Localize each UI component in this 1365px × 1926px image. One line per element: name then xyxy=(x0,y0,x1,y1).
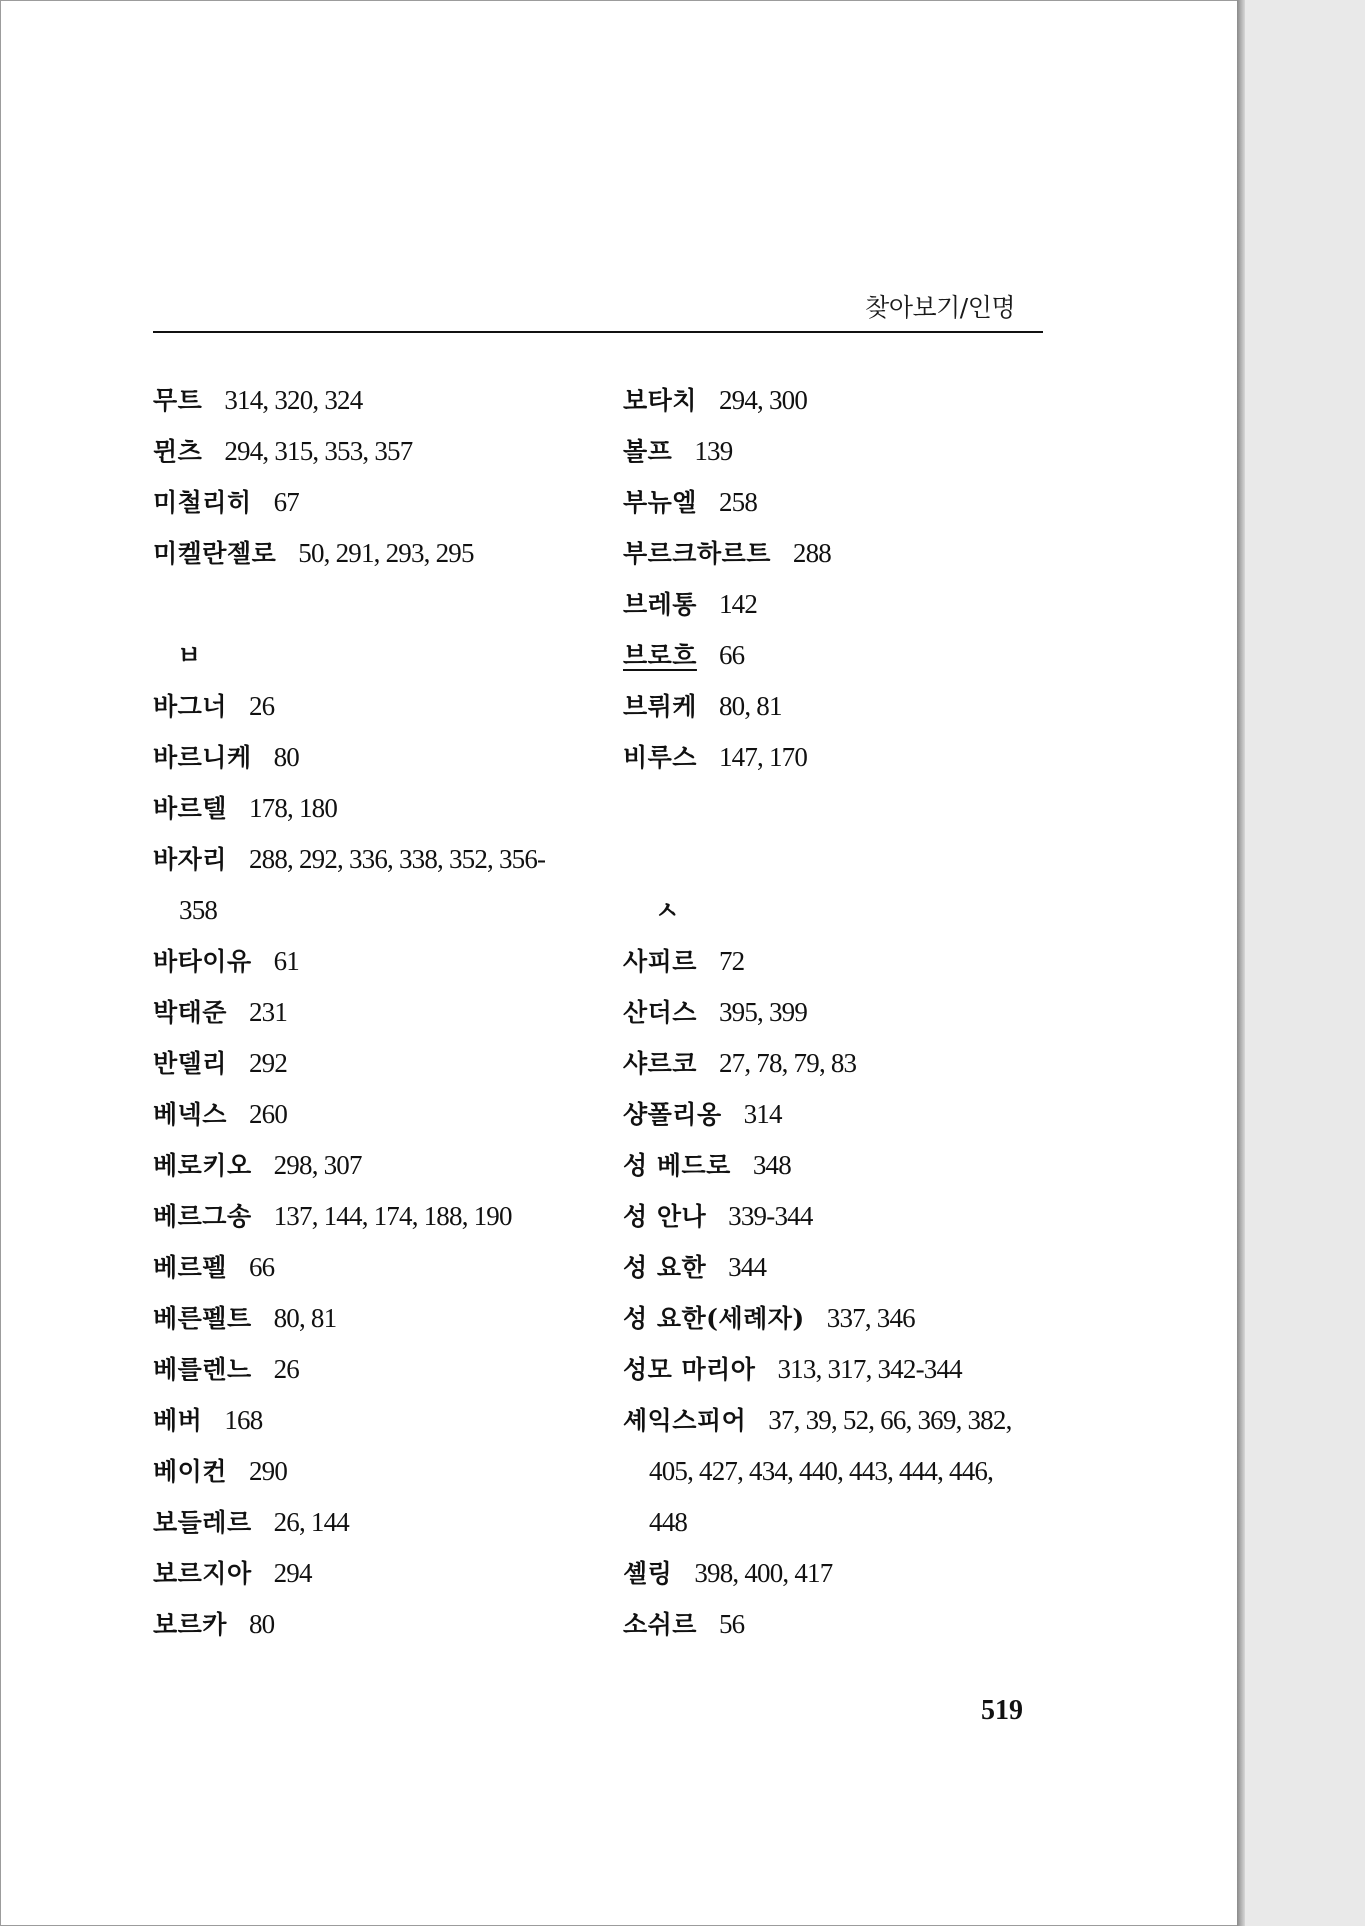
entry-pages: 178, 180 xyxy=(248,793,338,823)
index-entry xyxy=(623,1038,1053,1089)
entry-name: 성 안나 xyxy=(623,1202,707,1231)
index-entry xyxy=(623,528,1053,579)
entry-name: 성 요한 xyxy=(623,1253,707,1282)
entry-pages: 314 xyxy=(743,1099,782,1129)
entry-pages: 168 xyxy=(224,1405,263,1435)
entry-name: 미켈란젤로 xyxy=(153,539,277,568)
entry-name: 샤르코 xyxy=(623,1049,697,1078)
entry-name: 보타치 xyxy=(623,386,697,415)
entry-name: 브레통 xyxy=(623,590,697,619)
entry-pages: 405, 427, 434, 440, 443, 444, 446, xyxy=(649,1456,994,1486)
section-letter: ㅂ xyxy=(177,641,202,670)
index-entry xyxy=(153,375,593,426)
page-edge-shadow xyxy=(1237,0,1245,1926)
entry-name: 반델리 xyxy=(153,1049,227,1078)
entry-name: 샹폴리옹 xyxy=(623,1100,722,1129)
entry-name: 비루스 xyxy=(623,743,697,772)
entry-pages: 231 xyxy=(248,997,288,1027)
index-entry xyxy=(153,1038,593,1089)
index-entry xyxy=(623,426,1053,477)
entry-name: 부뉴엘 xyxy=(623,488,697,517)
entry-pages: 72 xyxy=(718,946,745,976)
entry-name: 바타이유 xyxy=(153,947,252,976)
entry-pages: 80 xyxy=(248,1609,275,1639)
index-column-right xyxy=(623,375,1053,1650)
entry-name: 베넥스 xyxy=(153,1100,227,1129)
entry-name: 베르펠 xyxy=(153,1253,227,1282)
entry-pages: 294 xyxy=(273,1558,312,1588)
index-entry xyxy=(623,1140,1053,1191)
entry-pages: 348 xyxy=(752,1150,791,1180)
index-entry xyxy=(153,1548,593,1599)
entry-pages: 292 xyxy=(248,1048,288,1078)
running-header: 찾아보기/인명 xyxy=(865,293,1015,322)
index-entry xyxy=(623,987,1053,1038)
entry-name: 부르크하르트 xyxy=(623,539,771,568)
index-entry xyxy=(153,477,593,528)
index-entry xyxy=(623,630,1053,681)
index-entry xyxy=(153,1446,593,1497)
index-entry xyxy=(623,1089,1053,1140)
entry-pages: 337, 346 xyxy=(826,1303,915,1333)
entry-pages: 80, 81 xyxy=(273,1303,337,1333)
entry-pages: 288 xyxy=(792,538,832,568)
index-entry xyxy=(153,1089,593,1140)
entry-pages: 358 xyxy=(179,895,218,925)
index-entry xyxy=(623,1191,1053,1242)
entry-pages: 56 xyxy=(718,1609,745,1639)
entry-pages: 339-344 xyxy=(728,1201,813,1231)
index-entry-continuation xyxy=(623,1497,1053,1548)
entry-pages: 294, 315, 353, 357 xyxy=(224,436,413,466)
entry-pages: 66 xyxy=(718,640,745,670)
index-entry xyxy=(623,579,1053,630)
index-entry xyxy=(623,936,1053,987)
entry-name: 무트 xyxy=(153,386,203,415)
entry-name: 성모 마리아 xyxy=(623,1355,756,1384)
index-entry xyxy=(153,1191,593,1242)
entry-pages: 80 xyxy=(273,742,300,772)
entry-name: 베버 xyxy=(153,1406,203,1435)
entry-pages: 61 xyxy=(273,946,300,976)
entry-name: 베른펠트 xyxy=(153,1304,252,1333)
index-entry xyxy=(153,1344,593,1395)
entry-name: 바르니케 xyxy=(153,743,252,772)
blank-line xyxy=(623,783,1053,834)
index-entry xyxy=(623,732,1053,783)
entry-pages: 395, 399 xyxy=(718,997,808,1027)
entry-pages: 290 xyxy=(248,1456,288,1486)
entry-name: 박태준 xyxy=(153,998,227,1027)
entry-pages: 37, 39, 52, 66, 369, 382, xyxy=(768,1405,1012,1435)
index-entry xyxy=(153,1599,593,1650)
index-entry xyxy=(623,1344,1053,1395)
index-entry xyxy=(623,1395,1053,1446)
entry-name: 성 베드로 xyxy=(623,1151,731,1180)
entry-name: 셸링 xyxy=(623,1559,673,1588)
index-entry xyxy=(623,477,1053,528)
entry-pages: 258 xyxy=(718,487,758,517)
index-entry xyxy=(153,528,593,579)
entry-name: 성 요한(세례자) xyxy=(623,1304,805,1333)
entry-pages: 80, 81 xyxy=(718,691,782,721)
entry-name: 볼프 xyxy=(623,437,673,466)
entry-pages: 26, 144 xyxy=(273,1507,350,1537)
index-entry xyxy=(153,936,593,987)
entry-pages: 50, 291, 293, 295 xyxy=(298,538,474,568)
entry-pages: 344 xyxy=(728,1252,767,1282)
entry-pages: 288, 292, 336, 338, 352, 356- xyxy=(248,844,546,874)
entry-name: 브뤼케 xyxy=(623,692,697,721)
blank-line xyxy=(623,834,1053,885)
entry-pages: 448 xyxy=(649,1507,688,1537)
page-number: 519 xyxy=(981,1695,1023,1726)
index-entry-continuation xyxy=(153,885,593,936)
entry-pages: 137, 144, 174, 188, 190 xyxy=(273,1201,512,1231)
entry-pages: 147, 170 xyxy=(718,742,808,772)
entry-pages: 398, 400, 417 xyxy=(694,1558,833,1588)
entry-pages: 260 xyxy=(248,1099,288,1129)
entry-pages: 298, 307 xyxy=(273,1150,362,1180)
entry-pages: 314, 320, 324 xyxy=(224,385,363,415)
index-entry xyxy=(153,732,593,783)
index-entry xyxy=(153,834,593,885)
entry-name: 미철리히 xyxy=(153,488,252,517)
entry-name: 보르지아 xyxy=(153,1559,252,1588)
index-entry xyxy=(623,375,1053,426)
index-entry xyxy=(153,783,593,834)
entry-pages: 66 xyxy=(248,1252,275,1282)
index-entry xyxy=(623,1293,1053,1344)
entry-name: 보르카 xyxy=(153,1610,227,1639)
index-entry xyxy=(153,1497,593,1548)
entry-pages: 142 xyxy=(718,589,758,619)
entry-pages: 67 xyxy=(273,487,300,517)
entry-pages: 139 xyxy=(694,436,733,466)
entry-name: 셰익스피어 xyxy=(623,1406,747,1435)
entry-name: 바자리 xyxy=(153,845,227,874)
index-entry xyxy=(153,987,593,1038)
entry-name: 바그너 xyxy=(153,692,227,721)
entry-name: 사피르 xyxy=(623,947,697,976)
index-entry xyxy=(623,681,1053,732)
entry-pages: 294, 300 xyxy=(718,385,808,415)
index-entry-continuation xyxy=(623,1446,1053,1497)
entry-name: 베르그송 xyxy=(153,1202,252,1231)
index-column-left xyxy=(153,375,593,1650)
entry-pages: 26 xyxy=(273,1354,300,1384)
entry-name: 베이컨 xyxy=(153,1457,227,1486)
index-entry xyxy=(153,1395,593,1446)
index-entry xyxy=(153,1293,593,1344)
entry-name: 브로흐 xyxy=(623,641,697,670)
index-entry xyxy=(623,1242,1053,1293)
entry-name: 뮌츠 xyxy=(153,437,203,466)
entry-name: 보들레르 xyxy=(153,1508,252,1537)
entry-pages: 27, 78, 79, 83 xyxy=(718,1048,857,1078)
index-entry xyxy=(153,426,593,477)
entry-pages: 26 xyxy=(248,691,275,721)
entry-name: 베를렌느 xyxy=(153,1355,252,1384)
section-letter: ㅅ xyxy=(655,896,680,925)
index-entry xyxy=(623,1599,1053,1650)
index-entry xyxy=(153,681,593,732)
entry-name: 산더스 xyxy=(623,998,697,1027)
entry-name: 소쉬르 xyxy=(623,1610,697,1639)
blank-line xyxy=(153,579,593,630)
entry-pages: 313, 317, 342-344 xyxy=(777,1354,962,1384)
header-rule xyxy=(153,331,1043,333)
index-entry xyxy=(153,1140,593,1191)
entry-name: 베로키오 xyxy=(153,1151,252,1180)
index-entry xyxy=(623,1548,1053,1599)
entry-name: 바르텔 xyxy=(153,794,227,823)
index-entry xyxy=(153,1242,593,1293)
